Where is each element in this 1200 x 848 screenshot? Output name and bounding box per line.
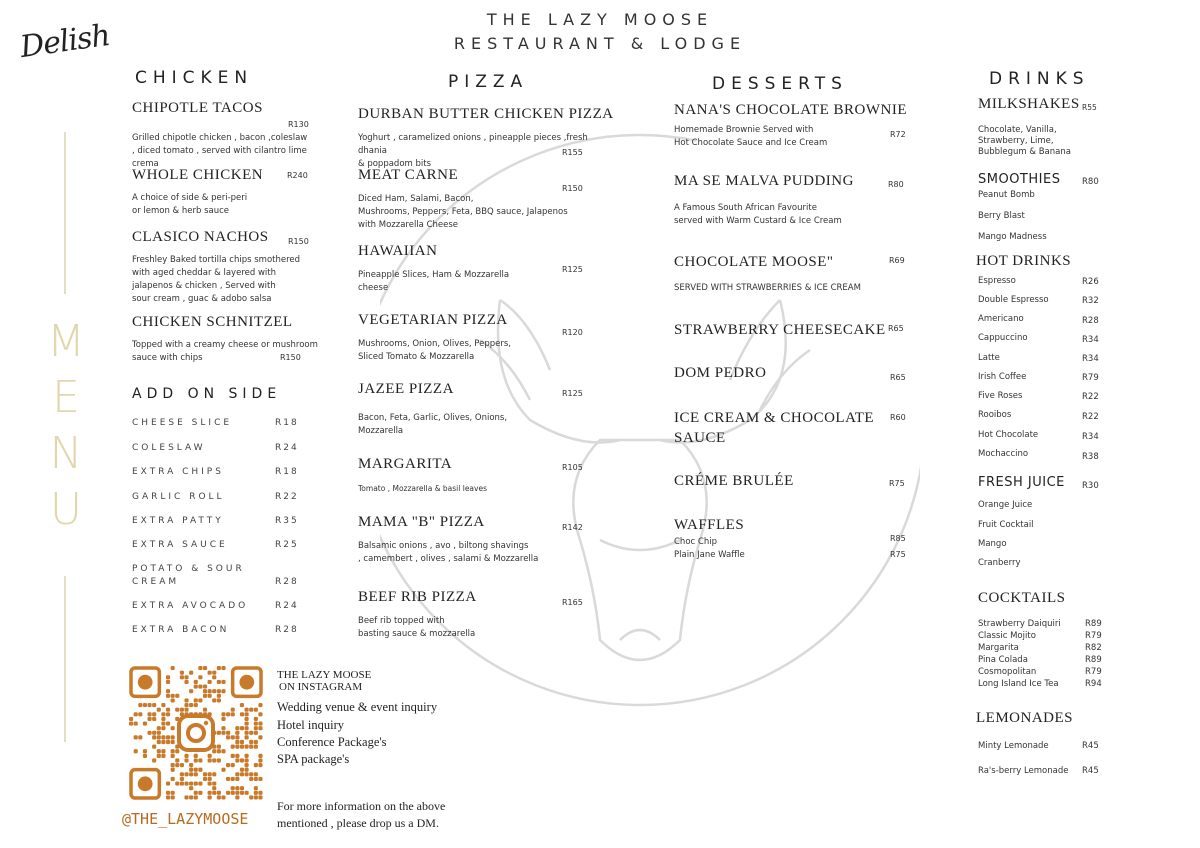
drink-item: Cranberry (978, 558, 1021, 568)
item-price: R65 (888, 324, 904, 333)
item-description: or lemon & herb sauce (132, 206, 230, 216)
item-price: R125 (562, 265, 583, 274)
item-name: STRAWBERRY CHEESECAKE (674, 322, 886, 338)
menu-item (674, 102, 914, 150)
drink-category-milkshakes: MILKSHAKES (978, 96, 1080, 112)
drink-price: R34 (1082, 354, 1099, 364)
drink-price: R94 (1085, 679, 1102, 689)
menu-item (674, 322, 914, 339)
addon-name: GARLIC ROLL (132, 492, 225, 502)
drink-price: R79 (1085, 631, 1102, 641)
item-name: BEEF RIB PIZZA (358, 589, 477, 605)
drink-price: R38 (1082, 452, 1099, 462)
item-name: DOM PEDRO (674, 365, 767, 381)
promo-title: THE LAZY MOOSE (277, 669, 372, 681)
menu-item (358, 312, 618, 364)
drink-price: R55 (1082, 103, 1097, 112)
addon-price: R28 (275, 577, 299, 587)
drink-item: Fruit Cocktail (978, 520, 1034, 530)
drink-category-juice: FRESH JUICE (978, 475, 1065, 490)
item-description: Freshley Baked tortilla chips smothered (132, 255, 301, 265)
item-price: R65 (890, 373, 906, 382)
drink-description: Chocolate, Vanilla, (978, 125, 1057, 135)
menu-item (358, 106, 618, 171)
drink-price: R80 (1082, 177, 1099, 187)
menu-item (358, 514, 618, 566)
addon-price: R25 (275, 540, 299, 550)
restaurant-name: THE LAZY MOOSE (486, 10, 714, 29)
section-title-pizza: PIZZA (448, 72, 529, 92)
addon-name: CHEESE SLICE (132, 418, 233, 428)
addon-name: EXTRA AVOCADO (132, 601, 249, 611)
menu-item (674, 473, 914, 490)
promo-line: Wedding venue & event inquiry (277, 700, 438, 714)
menu-item (674, 410, 914, 447)
item-description: Topped with a creamy cheese or mushroom (132, 340, 318, 350)
item-name: JAZEE PIZZA (358, 381, 454, 397)
menu-item (674, 517, 914, 562)
drink-price: R82 (1085, 643, 1102, 653)
drink-price: R34 (1082, 432, 1099, 442)
item-price: R125 (562, 389, 583, 398)
addon-price: R35 (275, 516, 299, 526)
item-description: Balsamic onions , avo , biltong shavings (358, 541, 529, 551)
section-title-addon: ADD ON SIDE (132, 386, 282, 402)
item-description: Pineapple Slices, Ham & Mozzarella (358, 270, 510, 280)
item-price: R60 (890, 413, 906, 422)
menu-item (358, 456, 618, 495)
item-name: HAWAIIAN (358, 243, 438, 259)
item-name: WAFFLES (674, 517, 745, 533)
item-price: R69 (889, 256, 905, 265)
item-description: Sliced Tomato & Mozzarella (358, 352, 475, 362)
item-name: WHOLE CHICKEN (132, 167, 264, 183)
drink-item: Orange Juice (978, 500, 1033, 510)
menu-item (674, 365, 914, 382)
drink-price: R32 (1082, 296, 1099, 306)
item-description: Mushrooms, Peppers, Feta, BBQ sauce, Jalapenos (358, 207, 568, 217)
addon-name: EXTRA BACON (132, 625, 230, 635)
item-price: R120 (562, 328, 583, 337)
item-name: MEAT CARNE (358, 167, 459, 183)
drink-category-lemonades: LEMONADES (976, 710, 1073, 726)
item-name: CHICKEN SCHNITZEL (132, 314, 293, 330)
drink-item: Irish Coffee (978, 372, 1027, 382)
addon-price: R18 (275, 467, 299, 477)
item-name: MAMA "B" PIZZA (358, 514, 485, 530)
item-price: R130 (288, 120, 309, 129)
item-price: R75 (890, 550, 906, 559)
instagram-handle[interactable]: @THE_LAZYMOOSE (122, 810, 249, 828)
drink-item: Classic Mojito (978, 631, 1036, 641)
drink-item: Latte (978, 353, 1000, 363)
section-title-chicken: CHICKEN (135, 68, 254, 88)
item-price: R150 (280, 353, 301, 362)
item-name: CRÉME BRULÉE (674, 473, 794, 489)
item-name: ICE CREAM & CHOCOLATE (674, 410, 875, 426)
item-description: with Mozzarella Cheese (358, 220, 459, 230)
section-title-desserts: DESSERTS (712, 74, 848, 94)
drink-category-hot: HOT DRINKS (976, 253, 1072, 269)
menu-item (132, 100, 332, 171)
item-price: R155 (562, 148, 583, 157)
drink-price: R28 (1082, 316, 1099, 326)
addon-name: COLESLAW (132, 443, 206, 453)
item-description: jalapenos & chicken , Served with (132, 281, 276, 291)
item-name: CHIPOTLE TACOS (132, 100, 263, 116)
drink-item: Americano (978, 314, 1024, 324)
addon-name: CREAM (132, 577, 180, 587)
instagram-icon (179, 716, 213, 750)
item-description: Plain Jane Waffle (674, 550, 745, 560)
drink-price: R45 (1082, 741, 1099, 751)
addon-name: EXTRA SAUCE (132, 540, 228, 550)
item-description: cheese (358, 283, 389, 293)
item-description: Homemade Brownie Served with (674, 125, 814, 135)
drink-item: Berry Blast (978, 211, 1025, 221)
item-name: DURBAN BUTTER CHICKEN PIZZA (358, 106, 614, 122)
drink-price: R89 (1085, 655, 1102, 665)
menu-item (674, 254, 914, 295)
drink-description: Strawberry, Lime, (978, 136, 1054, 146)
item-description: Diced Ham, Salami, Bacon, (358, 194, 474, 204)
drink-price: R79 (1082, 373, 1099, 383)
drink-item: Hot Chocolate (978, 430, 1039, 440)
divider-bottom (64, 576, 66, 742)
addon-price: R24 (275, 443, 299, 453)
promo-footer: For more information on the above (277, 799, 446, 813)
addon-price: R22 (275, 492, 299, 502)
item-description: A choice of side & peri-peri (132, 193, 248, 203)
addon-price: R18 (275, 418, 299, 428)
drink-item: Long Island Ice Tea (978, 679, 1059, 689)
item-name: VEGETARIAN PIZZA (358, 312, 508, 328)
addon-price: R24 (275, 601, 299, 611)
item-description: Tomato , Mozzarella & basil leaves (358, 484, 487, 493)
item-description: Mozzarella (358, 426, 404, 436)
restaurant-subtitle: RESTAURANT & LODGE (453, 34, 747, 53)
item-price: R240 (287, 171, 308, 180)
item-description: A Famous South African Favourite (674, 203, 817, 213)
drink-price: R89 (1085, 619, 1102, 629)
drink-price: R79 (1085, 667, 1102, 677)
drink-price: R22 (1082, 412, 1099, 422)
drink-item: Ra's-berry Lemonade (978, 766, 1069, 776)
promo-line: Conference Package's (277, 735, 387, 749)
menu-letter: N (49, 428, 83, 479)
addon-name: EXTRA CHIPS (132, 467, 224, 477)
menu-item (132, 314, 332, 365)
item-price: R165 (562, 598, 583, 607)
item-description: , camembert , olives , salami & Mozzarella (358, 554, 539, 564)
item-price: R105 (562, 463, 583, 472)
item-description: Choc Chip (674, 537, 717, 547)
item-price: R142 (562, 523, 583, 532)
drink-price: R22 (1082, 392, 1099, 402)
item-name-continued: SAUCE (674, 430, 726, 446)
promo-line: SPA package's (277, 752, 350, 766)
item-name: CLASICO NACHOS (132, 229, 269, 245)
item-name: MA SE MALVA PUDDING (674, 173, 854, 189)
divider-top (64, 132, 66, 294)
section-title-drinks: DRINKS (989, 69, 1090, 89)
item-name: NANA'S CHOCOLATE BROWNIE (674, 102, 908, 118)
item-description: Bacon, Feta, Garlic, Olives, Onions, (358, 413, 508, 423)
item-description: Mushrooms, Onion, Olives, Peppers, (358, 339, 511, 349)
addon-name: EXTRA PATTY (132, 516, 224, 526)
drink-description: Bubblegum & Banana (978, 147, 1071, 157)
item-description: Beef rib topped with (358, 616, 445, 626)
drink-category-smoothies: SMOOTHIES (978, 172, 1061, 187)
item-name: CHOCOLATE MOOSE" (674, 254, 834, 270)
item-price: R80 (888, 180, 904, 189)
drink-price: R26 (1082, 277, 1099, 287)
instagram-qr-code[interactable] (129, 666, 263, 800)
menu-letter: E (52, 372, 80, 423)
item-price: R150 (562, 184, 583, 193)
drink-item: Cappuccino (978, 333, 1028, 343)
delish-logo: Delish (18, 17, 112, 66)
drink-item: Rooibos (978, 410, 1012, 420)
drink-item: Peanut Bomb (978, 190, 1035, 200)
addon-price: R28 (275, 625, 299, 635)
item-description: SERVED WITH STRAWBERRIES & ICE CREAM (674, 283, 861, 293)
addon-name: POTATO & SOUR (132, 564, 245, 574)
drink-item: Strawberry Daiquiri (978, 619, 1061, 629)
drink-item: Espresso (978, 276, 1016, 286)
item-description: Hot Chocolate Sauce and Ice Cream (674, 138, 828, 148)
menu-item (674, 173, 914, 228)
drink-item: Five Roses (978, 391, 1023, 401)
menu-letter: U (49, 484, 83, 535)
drink-category-cocktails: COCKTAILS (978, 590, 1066, 606)
item-description: , diced tomato , served with cilantro lime crema (132, 146, 307, 169)
item-description: sauce with chips (132, 353, 203, 363)
item-description: Grilled chipotle chicken , bacon ,coleslaw (132, 133, 308, 143)
item-description: basting sauce & mozzarella (358, 629, 476, 639)
drink-item: Mango (978, 539, 1007, 549)
drink-price: R34 (1082, 335, 1099, 345)
drink-item: Minty Lemonade (978, 741, 1049, 751)
drink-item: Margarita (978, 643, 1019, 653)
menu-letter: M (47, 316, 85, 367)
item-description: served with Warm Custard & Ice Cream (674, 216, 842, 226)
drink-item: Mochaccino (978, 449, 1029, 459)
drink-item: Double Espresso (978, 295, 1049, 305)
drink-price: R45 (1082, 766, 1099, 776)
item-description: Yoghurt , caramelized onions , pineapple pieces ,fresh dhania (358, 133, 588, 156)
promo-subtitle: ON INSTAGRAM (279, 681, 363, 693)
item-price: R150 (288, 237, 309, 246)
menu-item (358, 589, 618, 641)
item-description: & poppadom bits (358, 159, 432, 169)
drink-item: Mango Madness (978, 232, 1047, 242)
menu-item (358, 167, 618, 232)
promo-line: Hotel inquiry (277, 718, 345, 732)
item-price: R85 (890, 534, 906, 543)
item-name: MARGARITA (358, 456, 453, 472)
promo-footer: mentioned , please drop us a DM. (277, 816, 439, 830)
item-price: R72 (890, 130, 906, 139)
drink-item: Cosmopolitan (978, 667, 1037, 677)
drink-price: R30 (1082, 481, 1099, 491)
item-description: with aged cheddar & layered with (132, 268, 276, 278)
drink-item: Pina Colada (978, 655, 1028, 665)
item-description: sour cream , guac & adobo salsa (132, 294, 272, 304)
item-price: R75 (889, 479, 905, 488)
